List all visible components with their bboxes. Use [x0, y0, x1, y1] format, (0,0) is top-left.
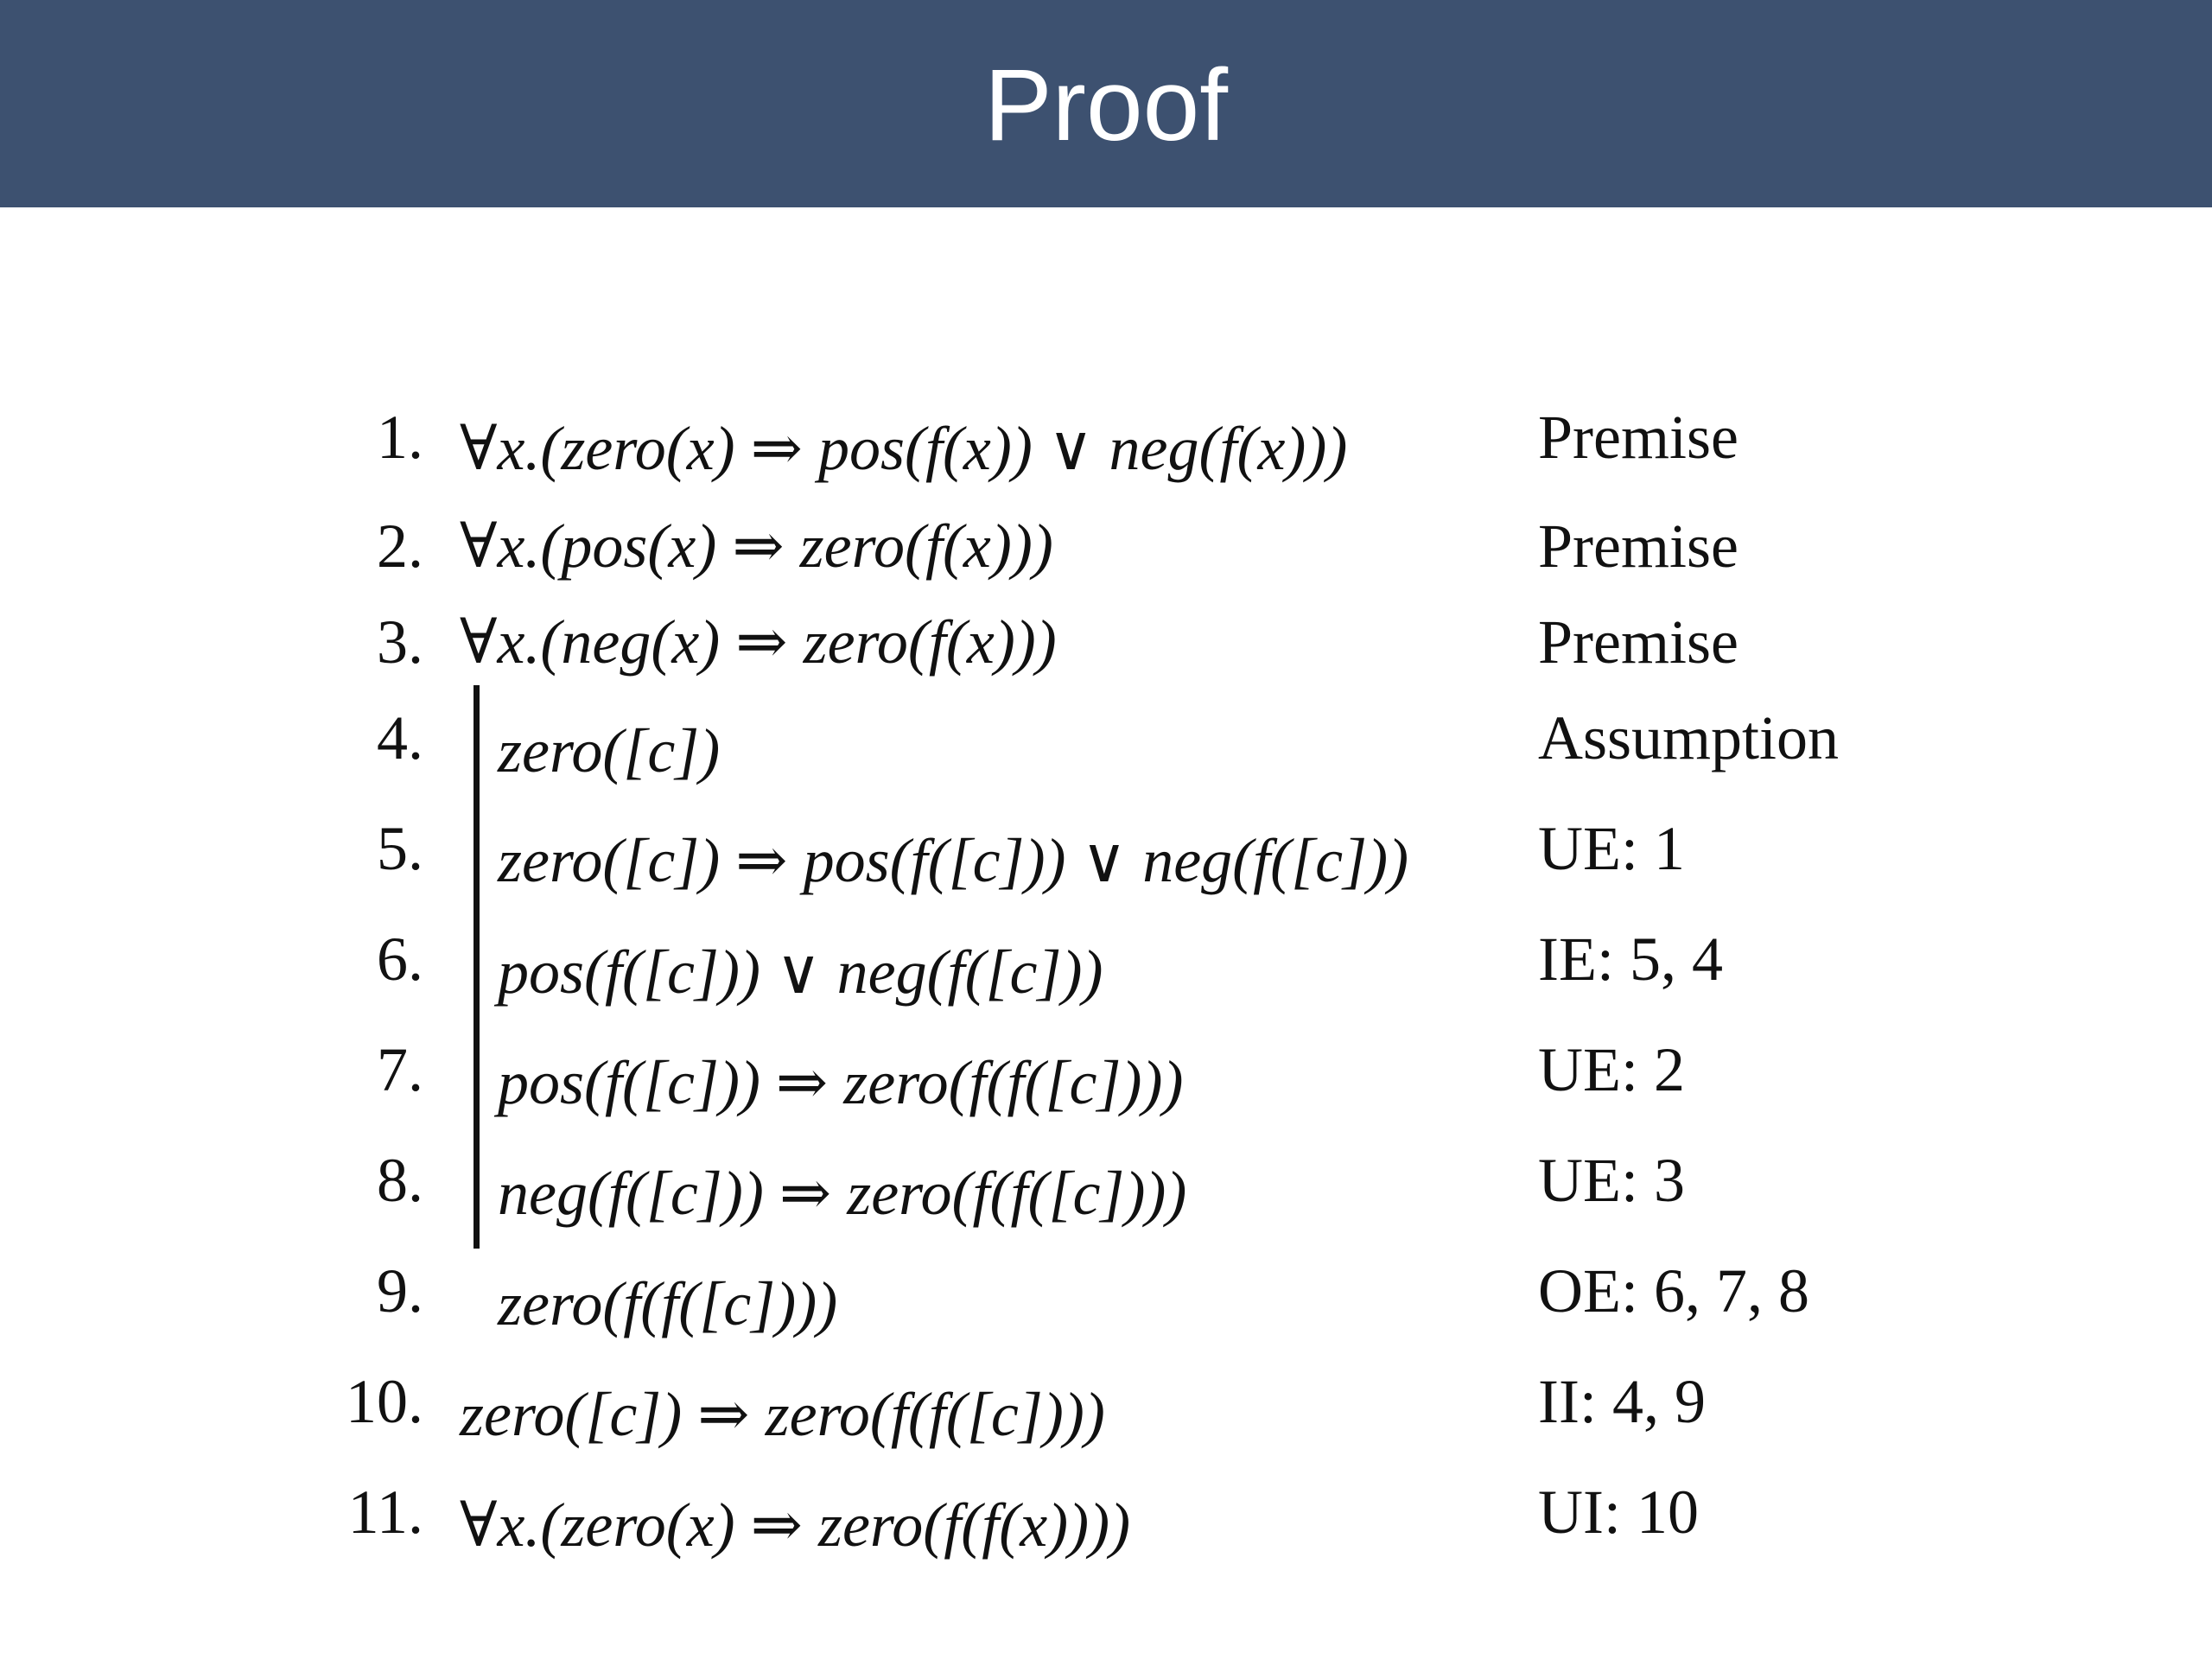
justification: UE: 2 [1538, 1035, 1685, 1104]
formula: zero([c]) ⇒ pos(f([c])) ∨ neg(f([c])) [498, 826, 1409, 895]
page-title: Proof [983, 48, 1229, 162]
formula: neg(f([c])) ⇒ zero(f(f([c]))) [498, 1159, 1187, 1228]
line-number: 10. [346, 1367, 423, 1436]
justification: IE: 5, 4 [1538, 925, 1723, 994]
line-number: 9. [377, 1256, 423, 1325]
formula: ∀x.(pos(x) ⇒ zero(f(x))) [460, 512, 1053, 581]
line-number: 6. [377, 925, 423, 994]
formula: zero([c]) [498, 716, 721, 785]
line-number: 3. [377, 607, 423, 677]
justification: UE: 1 [1538, 814, 1685, 883]
formula: ∀x.(neg(x) ⇒ zero(f(x))) [460, 607, 1057, 677]
formula: pos(f([c])) ⇒ zero(f(f([c]))) [498, 1048, 1184, 1117]
justification: Premise [1538, 512, 1738, 581]
subproof-bar [474, 685, 480, 1249]
formula: pos(f([c])) ∨ neg(f([c])) [498, 938, 1103, 1007]
justification: UE: 3 [1538, 1146, 1685, 1215]
formula: ∀x.(zero(x) ⇒ pos(f(x)) ∨ neg(f(x))) [460, 414, 1348, 483]
line-number: 4. [377, 703, 423, 772]
formula: ∀x.(zero(x) ⇒ zero(f(f(x)))) [460, 1491, 1131, 1560]
line-number: 5. [377, 814, 423, 883]
justification: Premise [1538, 403, 1738, 472]
line-number: 7. [377, 1035, 423, 1104]
line-number: 1. [377, 403, 423, 472]
formula: zero(f(f([c]))) [498, 1269, 838, 1338]
justification: Premise [1538, 607, 1738, 677]
justification: II: 4, 9 [1538, 1367, 1706, 1436]
justification: UI: 10 [1538, 1478, 1699, 1547]
line-number: 2. [377, 512, 423, 581]
justification: Assumption [1538, 703, 1840, 772]
formula: zero([c]) ⇒ zero(f(f([c]))) [460, 1380, 1105, 1449]
line-number: 11. [347, 1478, 423, 1547]
justification: OE: 6, 7, 8 [1538, 1256, 1809, 1325]
line-number: 8. [377, 1146, 423, 1215]
